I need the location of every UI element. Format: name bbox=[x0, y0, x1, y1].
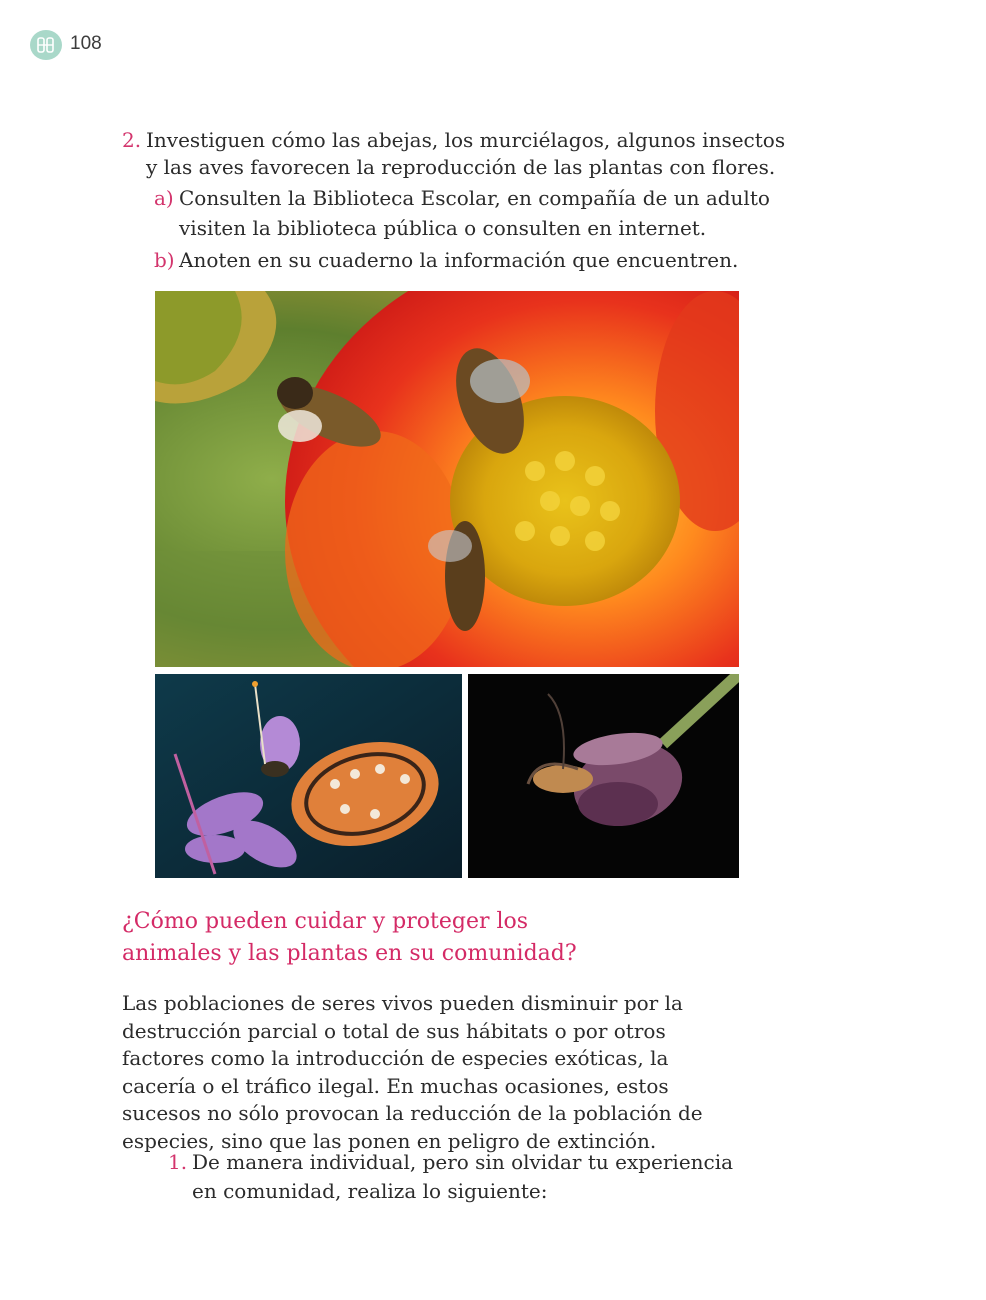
activity-2a-line2: visiten la biblioteca pública o consulten en internet. bbox=[179, 216, 707, 240]
activity-2b-letter: b) bbox=[154, 248, 175, 272]
activity-2b-label bbox=[154, 246, 175, 275]
activity-2-text-line1: Investiguen cómo las abejas, los murciélagos, algunos insectos bbox=[146, 128, 786, 152]
activity-2-number bbox=[122, 126, 141, 155]
children-icon bbox=[36, 36, 56, 54]
section-heading-line1: ¿Cómo pueden cuidar y proteger los bbox=[122, 909, 529, 934]
page-badge-icon bbox=[30, 30, 62, 60]
activity-1-number-label: 1. bbox=[168, 1150, 188, 1174]
activity-2a-letter: a) bbox=[154, 186, 174, 210]
butterfly-photo bbox=[155, 674, 462, 878]
activity-2a-label bbox=[154, 184, 174, 213]
activity-1-line1: De manera individual, pero sin olvidar tu experiencia bbox=[192, 1150, 734, 1174]
activity-1-number bbox=[168, 1148, 187, 1177]
bees-on-flower-photo bbox=[155, 291, 739, 667]
activity-2-text-line2: y las aves favorecen la reproducción de las plantas con flores. bbox=[146, 155, 776, 179]
page-number: 108 bbox=[70, 33, 102, 54]
body-paragraph: Las poblaciones de seres vivos pueden disminuir por la destrucción parcial o total de sus hábitats o por otros factores como la introducción de especies exóticas, la cacería o el tráfico ilegal. En muchas ocasiones, estos sucesos no sólo provocan la reducción de la población de especies, sino que las ponen en peligro de extinción. bbox=[122, 991, 703, 1153]
section-heading bbox=[122, 906, 682, 970]
activity-2-number-label: 2. bbox=[122, 128, 142, 152]
activity-1-line2: en comunidad, realiza lo siguiente: bbox=[192, 1179, 548, 1203]
activity-2a-line1: Consulten la Biblioteca Escolar, en compañía de un adulto bbox=[179, 186, 770, 210]
section-heading-line2: animales y las plantas en su comunidad? bbox=[122, 941, 577, 966]
activity-2b-line1: Anoten en su cuaderno la información que encuentren. bbox=[179, 248, 739, 272]
bat-photo bbox=[468, 674, 739, 878]
